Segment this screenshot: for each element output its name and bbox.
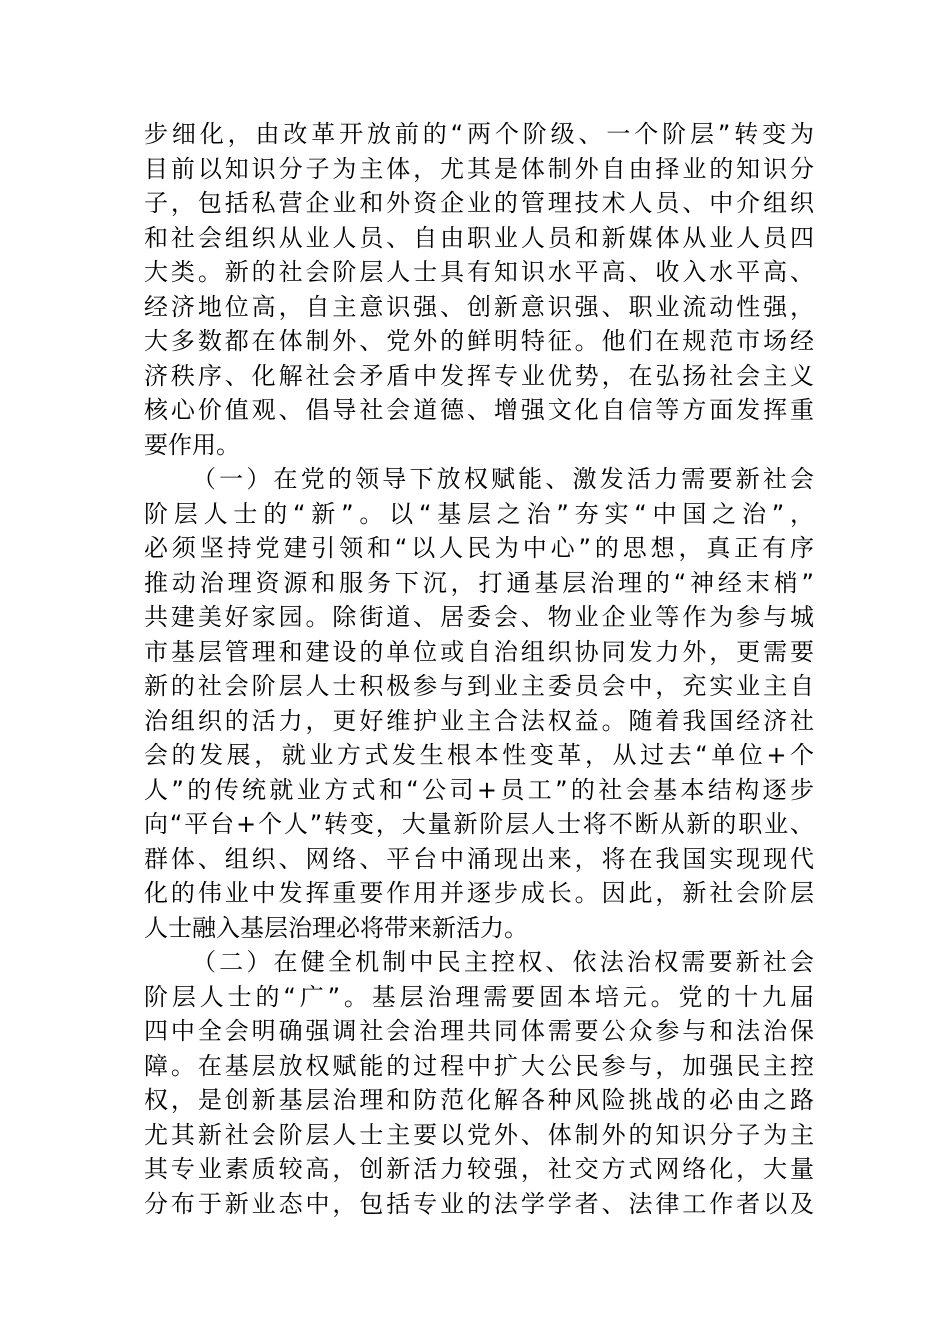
text-line: 大多数都在体制外、党外的鲜明特征。他们在规范市场经 xyxy=(144,327,814,355)
text-line: 权，是创新基层治理和防范化解各种风险挑战的必由之路 xyxy=(144,1086,814,1114)
text-line: 四中全会明确强调社会治理共同体需要公众参与和法治保 xyxy=(144,1017,814,1045)
text-line: 子，包括私营企业和外资企业的管理技术人员、中介组织 xyxy=(144,189,814,217)
text-line: 市基层管理和建设的单位或自治组织协同发力外，更需要 xyxy=(144,637,814,666)
body-text xyxy=(144,117,814,1221)
text-line: 大类。新的社会阶层人士具有知识水平高、收入水平高、 xyxy=(144,258,814,286)
text-line: 障。在基层放权赋能的过程中扩大公民参与，加强民主控 xyxy=(144,1051,814,1080)
text-line: 阶层人士的“广”。基层治理需要固本培元。党的十九届 xyxy=(144,982,814,1011)
text-line: 必须坚持党建引领和“以人民为中心”的思想，真正有序 xyxy=(144,534,814,562)
text-line: 群体、组织、网络、平台中涌现出来，将在我国实现现代 xyxy=(144,844,814,873)
text-line: 人士融入基层治理必将带来新活力。 xyxy=(144,913,528,942)
text-line: 目前以知识分子为主体，尤其是体制外自由择业的知识分 xyxy=(144,154,814,183)
text-line: 其专业素质较高，创新活力较强，社交方式网络化，大量 xyxy=(144,1155,814,1183)
paragraph-heading-1: （一）在党的领导下放权赋能、激发活力需要新社会 xyxy=(192,465,814,493)
text-line: 分布于新业态中，包括专业的法学学者、法律工作者以及 xyxy=(144,1189,814,1218)
text-line: 共建美好家园。除街道、居委会、物业企业等作为参与城 xyxy=(144,603,814,631)
text-line: 人”的传统就业方式和“公司+员工”的社会基本结构逐步 xyxy=(144,775,814,804)
text-line: 阶层人士的“新”。以“基层之治”夯实“中国之治”， xyxy=(144,499,814,528)
text-line: 推动治理资源和服务下沉，打通基层治理的“神经末梢” xyxy=(144,568,814,597)
text-line: 治组织的活力，更好维护业主合法权益。随着我国经济社 xyxy=(144,706,814,735)
paragraph-heading-2: （二）在健全机制中民主控权、依法治权需要新社会 xyxy=(192,948,814,976)
text-line: 和社会组织从业人员、自由职业人员和新媒体从业人员四 xyxy=(144,223,814,252)
text-line: 济秩序、化解社会矛盾中发挥专业优势，在弘扬社会主义 xyxy=(144,361,814,390)
text-line: 经济地位高，自主意识强、创新意识强、职业流动性强， xyxy=(144,292,814,321)
text-line: 会的发展，就业方式发生根本性变革，从过去“单位+个 xyxy=(144,741,814,769)
text-line: 化的伟业中发挥重要作用并逐步成长。因此，新社会阶层 xyxy=(144,879,814,907)
text-line: 要作用。 xyxy=(144,430,240,459)
text-line: 步细化，由改革开放前的“两个阶级、一个阶层”转变为 xyxy=(144,120,814,148)
text-line: 核心价值观、倡导社会道德、增强文化自信等方面发挥重 xyxy=(144,396,814,424)
text-line: 新的社会阶层人士积极参与到业主委员会中，充实业主自 xyxy=(144,672,814,700)
text-line: 向“平台+个人”转变，大量新阶层人士将不断从新的职业、 xyxy=(144,810,814,838)
text-line: 尤其新社会阶层人士主要以党外、体制外的知识分子为主 xyxy=(144,1120,814,1149)
